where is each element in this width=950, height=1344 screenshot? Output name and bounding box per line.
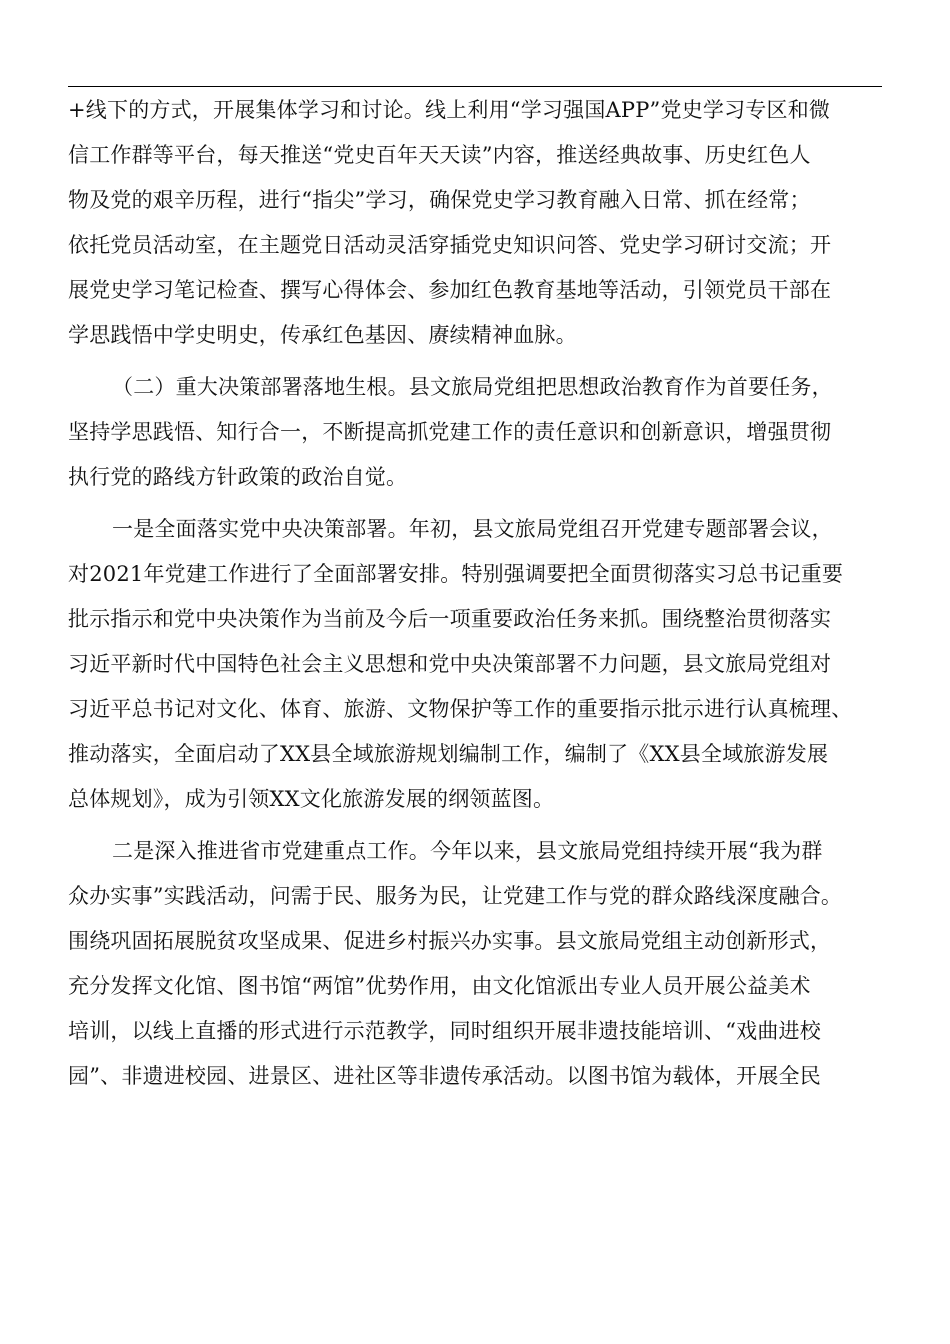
- header-rule: [68, 86, 882, 87]
- text-line: 众办实事”实践活动，问需于民、服务为民，让党建工作与党的群众路线深度融合。: [68, 884, 843, 908]
- text-line: 充分发挥文化馆、图书馆“两馆”优势作用，由文化馆派出专业人员开展公益美术: [68, 974, 811, 998]
- text-line: 习近平总书记对文化、体育、旅游、文物保护等工作的重要指示批示进行认真梳理、: [68, 697, 853, 721]
- text-line: 总体规划》，成为引领XX文化旅游发展的纲领蓝图。: [68, 787, 555, 811]
- text-line: 执行党的路线方针政策的政治自觉。: [68, 465, 408, 489]
- text-line: 学思践悟中学史明史，传承红色基因、赓续精神血脉。: [68, 323, 577, 347]
- text-line: 园”、非遗进校园、进景区、进社区等非遗传承活动。以图书馆为载体，开展全民: [68, 1064, 821, 1088]
- text-line: +线下的方式，开展集体学习和讨论。线上利用“学习强国APP”党史学习专区和微: [68, 98, 831, 122]
- document-body: [68, 88, 882, 1099]
- text-line: 依托党员活动室，在主题党日活动灵活穿插党史知识问答、党史学习研讨交流；开: [68, 233, 832, 257]
- paragraph-gap: [68, 500, 882, 507]
- text-line: 二是深入推进省市党建重点工作。今年以来，县文旅局党组持续开展“我为群: [112, 839, 823, 863]
- text-line: 推动落实，全面启动了XX县全域旅游规划编制工作，编制了《XX县全域旅游发展: [68, 742, 829, 766]
- text-line: 一是全面落实党中央决策部署。年初，县文旅局党组召开党建专题部署会议，: [112, 517, 833, 541]
- text-line: 展党史学习笔记检查、撰写心得体会、参加红色教育基地等活动，引领党员干部在: [68, 278, 832, 302]
- paragraph-gap: [68, 822, 882, 829]
- text-line: 培训，以线上直播的形式进行示范教学，同时组织开展非遗技能培训、“戏曲进校: [68, 1019, 821, 1043]
- text-line: 围绕巩固拓展脱贫攻坚成果、促进乡村振兴办实事。县文旅局党组主动创新形式，: [68, 929, 832, 953]
- text-line: 对2021年党建工作进行了全面部署安排。特别强调要把全面贯彻落实习总书记重要: [68, 562, 844, 586]
- section-heading-line: （二）重大决策部署落地生根。县文旅局党组把思想政治教育作为首要任务，: [112, 375, 833, 399]
- text-line: 物及党的艰辛历程，进行“指尖”学习，确保党史学习教育融入日常、抓在经常；: [68, 188, 811, 212]
- text-line: 坚持学思践悟、知行合一，不断提高抓党建工作的责任意识和创新意识，增强贯彻: [68, 420, 832, 444]
- text-line: 信工作群等平台，每天推送“党史百年天天读”内容，推送经典故事、历史红色人: [68, 143, 811, 167]
- text-line: 习近平新时代中国特色社会主义思想和党中央决策部署不力问题，县文旅局党组对: [68, 652, 832, 676]
- paragraph-gap: [68, 358, 882, 365]
- text-line: 批示指示和党中央决策作为当前及今后一项重要政治任务来抓。围绕整治贯彻落实: [68, 607, 832, 631]
